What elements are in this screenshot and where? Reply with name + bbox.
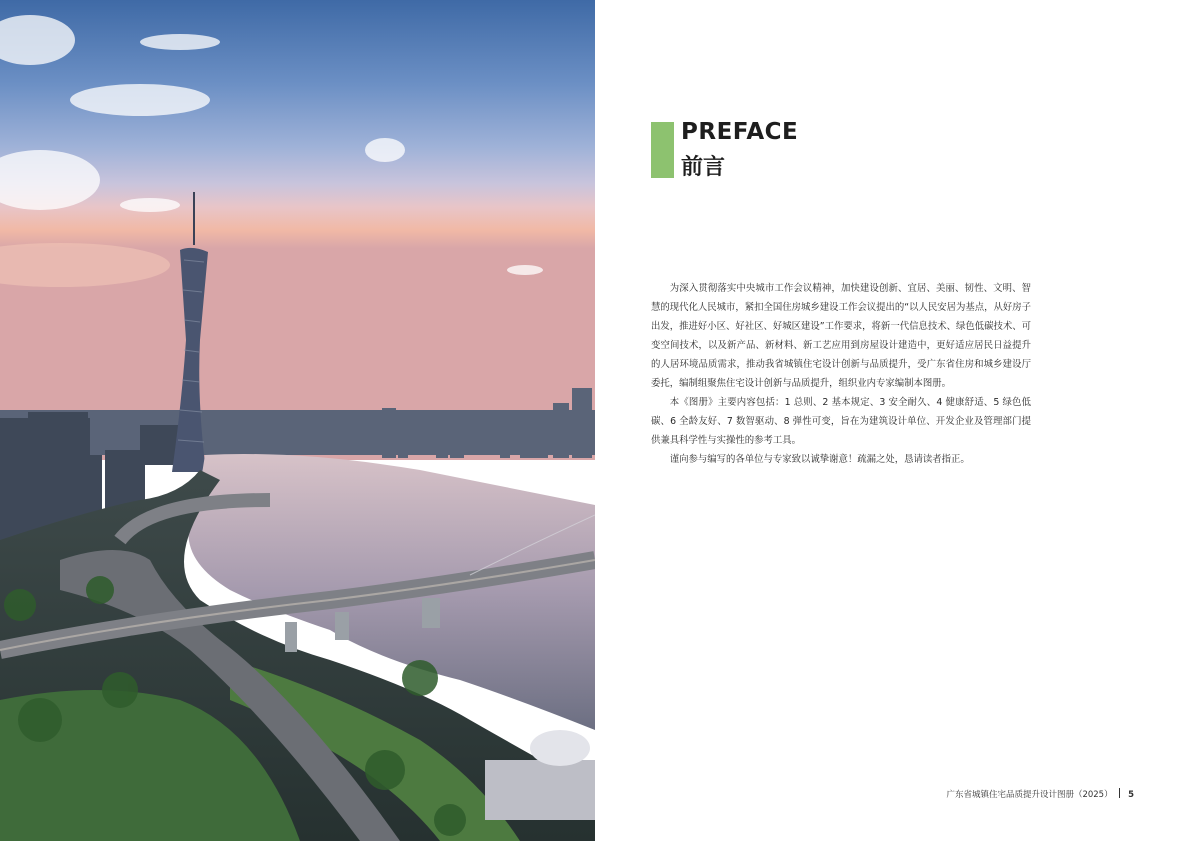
preface-paragraph: 为深入贯彻落实中央城市工作会议精神，加快建设创新、宜居、美丽、韧性、文明、智慧的现代化人民城市，紧扣全国住房城乡建设工作会议提出的“以人民安居为基点，从好房子出发，推进好小区、好社区、好城区建设”工作要求，将新一代信息技术、绿色低碳技术、可变空间技术，以及新产品、新材料、新工艺应用到房屋设计建造中，更好适应居民日益提升的人居环境品质需求，推动我省城镇住宅设计创新与品质提升，受广东省住房和城乡建设厅委托，编制组聚焦住宅设计创新与品质提升，组织业内专家编制本图册。 — [651, 283, 1031, 389]
heading-english: PREFACE — [681, 119, 799, 145]
page-footer — [595, 788, 1134, 800]
preface-paragraph: 谨向参与编写的各单位与专家致以诚挚谢意！疏漏之处，恳请读者指正。 — [669, 454, 970, 465]
heading-chinese: 前言 — [681, 155, 726, 180]
preface-page — [595, 0, 1190, 841]
page-number: 5 — [1128, 790, 1134, 800]
footer-title: 广东省城镇住宅品质提升设计图册（2025） — [946, 790, 1113, 800]
preface-paragraph: 本《图册》主要内容包括：1 总则、2 基本规定、3 安全耐久、4 健康舒适、5 绿色低碳、6 全龄友好、7 数智驱动、8 弹性可变，旨在为建筑设计单位、开发企业及管理部门提供兼具科学性与实操性的参考工具。 — [651, 397, 1031, 446]
footer-divider — [1119, 788, 1121, 798]
preface-body — [651, 279, 1031, 469]
heading-accent-bar — [651, 122, 674, 178]
